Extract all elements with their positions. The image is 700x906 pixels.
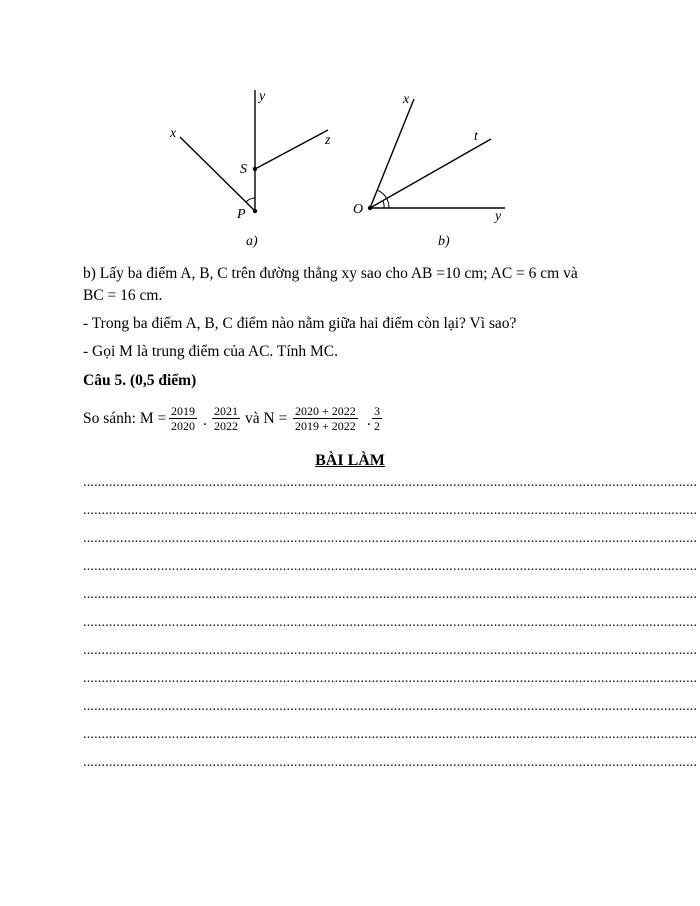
answer-line[interactable]: ...................................................................................................................................................................... (83, 559, 698, 574)
caption-b: b) (438, 234, 450, 249)
angle-arc-inner (383, 201, 384, 208)
m-frac2-den: 2022 (214, 419, 238, 433)
cau5-heading: Câu 5. (0,5 điểm) (83, 372, 197, 389)
answer-line[interactable]: ...................................................................................................................................................................... (83, 475, 698, 490)
answer-line[interactable]: ...................................................................................................................................................................... (83, 671, 698, 686)
n-frac1-den: 2019 + 2022 (295, 419, 356, 433)
point-p (253, 209, 257, 213)
angle-arc-p (246, 198, 255, 202)
m-fraction-1 (169, 404, 197, 433)
n-frac2-num: 3 (374, 404, 380, 418)
angle-arc-outer (377, 190, 389, 208)
m-frac1-num: 2019 (171, 404, 195, 418)
answer-line[interactable]: ...................................................................................................................................................................... (83, 643, 698, 658)
part-b-line1: b) Lấy ba điểm A, B, C trên đường thẳng xy sao cho AB =10 cm; AC = 6 cm và (83, 265, 578, 282)
label-t-b: t (474, 129, 478, 144)
label-x-a: x (170, 126, 177, 141)
formula-dot-2: . (367, 412, 371, 429)
answer-line[interactable]: ...................................................................................................................................................................... (83, 699, 698, 714)
label-y-a: y (259, 89, 266, 104)
point-s (253, 167, 257, 171)
n-frac2-den: 2 (374, 419, 380, 433)
formula-mid: và N = (245, 410, 288, 427)
answer-line[interactable]: ...................................................................................................................................................................... (83, 503, 698, 518)
label-p: P (237, 207, 246, 222)
label-s: S (240, 162, 247, 177)
caption-a: a) (246, 234, 258, 249)
part-b-question1: - Trong ba điểm A, B, C điểm nào nằm giữa hai điểm còn lại? Vì sao? (83, 315, 517, 332)
label-x-b: x (403, 92, 410, 107)
m-frac2-num: 2021 (214, 404, 238, 418)
answer-line[interactable]: ...................................................................................................................................................................... (83, 755, 698, 770)
n-fraction-1 (293, 404, 358, 433)
m-fraction-2 (212, 404, 240, 433)
label-z-a: z (325, 133, 331, 148)
n-frac1-num: 2020 + 2022 (295, 404, 356, 418)
ray-sz (255, 130, 328, 169)
formula-prefix: So sánh: M = (83, 410, 167, 427)
part-b-line2: BC = 16 cm. (83, 287, 163, 304)
answer-line[interactable]: ...................................................................................................................................................................... (83, 615, 698, 630)
answer-line[interactable]: ...................................................................................................................................................................... (83, 587, 698, 602)
point-o (368, 206, 372, 210)
part-b-question2: - Gọi M là trung điểm của AC. Tính MC. (83, 343, 339, 360)
ray-ot (370, 139, 491, 208)
formula-dot-1: . (203, 412, 207, 429)
figure-a (160, 85, 360, 250)
label-o: O (353, 202, 364, 217)
n-fraction-2 (372, 404, 382, 433)
ray-ox (370, 99, 414, 208)
answer-line[interactable]: ...................................................................................................................................................................... (83, 531, 698, 546)
m-frac1-den: 2020 (171, 419, 195, 433)
figure-b (345, 85, 520, 250)
answer-line[interactable]: ...................................................................................................................................................................... (83, 727, 698, 742)
label-y-b: y (495, 209, 502, 224)
answer-title: BÀI LÀM (315, 452, 385, 469)
